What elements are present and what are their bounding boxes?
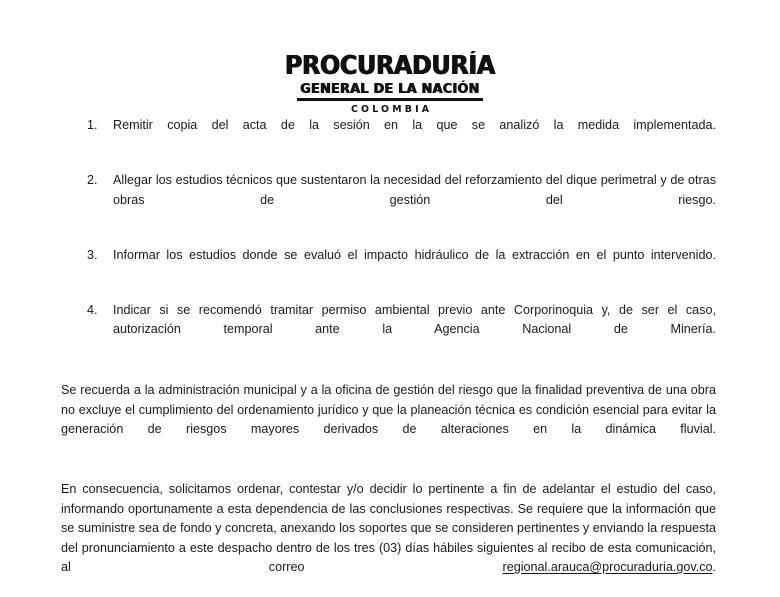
list-item-marker: 3.	[87, 247, 98, 262]
list-item	[61, 171, 716, 230]
list-item	[61, 246, 716, 285]
list-item	[61, 116, 716, 155]
list-item	[61, 301, 716, 360]
paragraph-reminder: Se recuerda a la administración municipal y a la oficina de gestión del riesgo que la finalidad preventiva de una obra no excluye el cumplimiento del ordenamiento jurídico y que la planeación técnica es condición esencial para evitar la generación de riesgos mayores derivados de alteraciones en la dinámica fluvial.	[61, 383, 716, 436]
list-item-marker: 1.	[87, 118, 98, 132]
letterhead-divider	[297, 98, 483, 101]
institution-country: COLOMBIA	[350, 103, 433, 115]
contact-email-link[interactable]: regional.arauca@procuraduria.gov.co	[502, 560, 713, 574]
paragraph-block-request	[61, 480, 716, 597]
paragraph-request-terminator: .	[712, 560, 716, 574]
list-item-marker: 2.	[87, 173, 98, 187]
institution-name-primary: PROCURADURÍA	[284, 51, 496, 81]
document-body	[61, 116, 716, 597]
list-item-text: Indicar si se recomendó tramitar permiso ambiental previo ante Corporinoquia y, de ser el caso, autorización temporal ante la Agencia Nacional de Minería.	[113, 302, 716, 336]
paragraph-request	[61, 480, 716, 597]
letterhead	[0, 51, 780, 115]
list-item-marker: 4.	[87, 302, 98, 317]
requirements-list	[61, 116, 716, 359]
list-item-text: Allegar los estudios técnicos que sustentaron la necesidad del reforzamiento del dique perimetral y de otras obras de gestión del riesgo.	[113, 173, 716, 207]
paragraph-block-reminder	[61, 381, 716, 459]
list-item-text: Remitir copia del acta de la sesión en la que se analizó la medida implementada.	[113, 118, 716, 132]
list-item-text: Informar los estudios donde se evaluó el impacto hidráulico de la extracción en el punto intervenido.	[113, 247, 716, 262]
institution-name-secondary: GENERAL DE LA NACIÓN	[300, 81, 480, 97]
paragraph-request-text: En consecuencia, solicitamos ordenar, contestar y/o decidir lo pertinente a fin de adelantar el estudio del caso, informando oportunamente a esta dependencia de las conclusiones respectivas. Se requiere que la información que se suministre sea de fondo y concreta, anexando los soportes que se consideren pertinentes y enviando la respuesta del pronunciamiento a este despacho dentro de los tres (03) días hábiles siguientes al recibo de esta comunicación, al correo	[61, 482, 716, 574]
